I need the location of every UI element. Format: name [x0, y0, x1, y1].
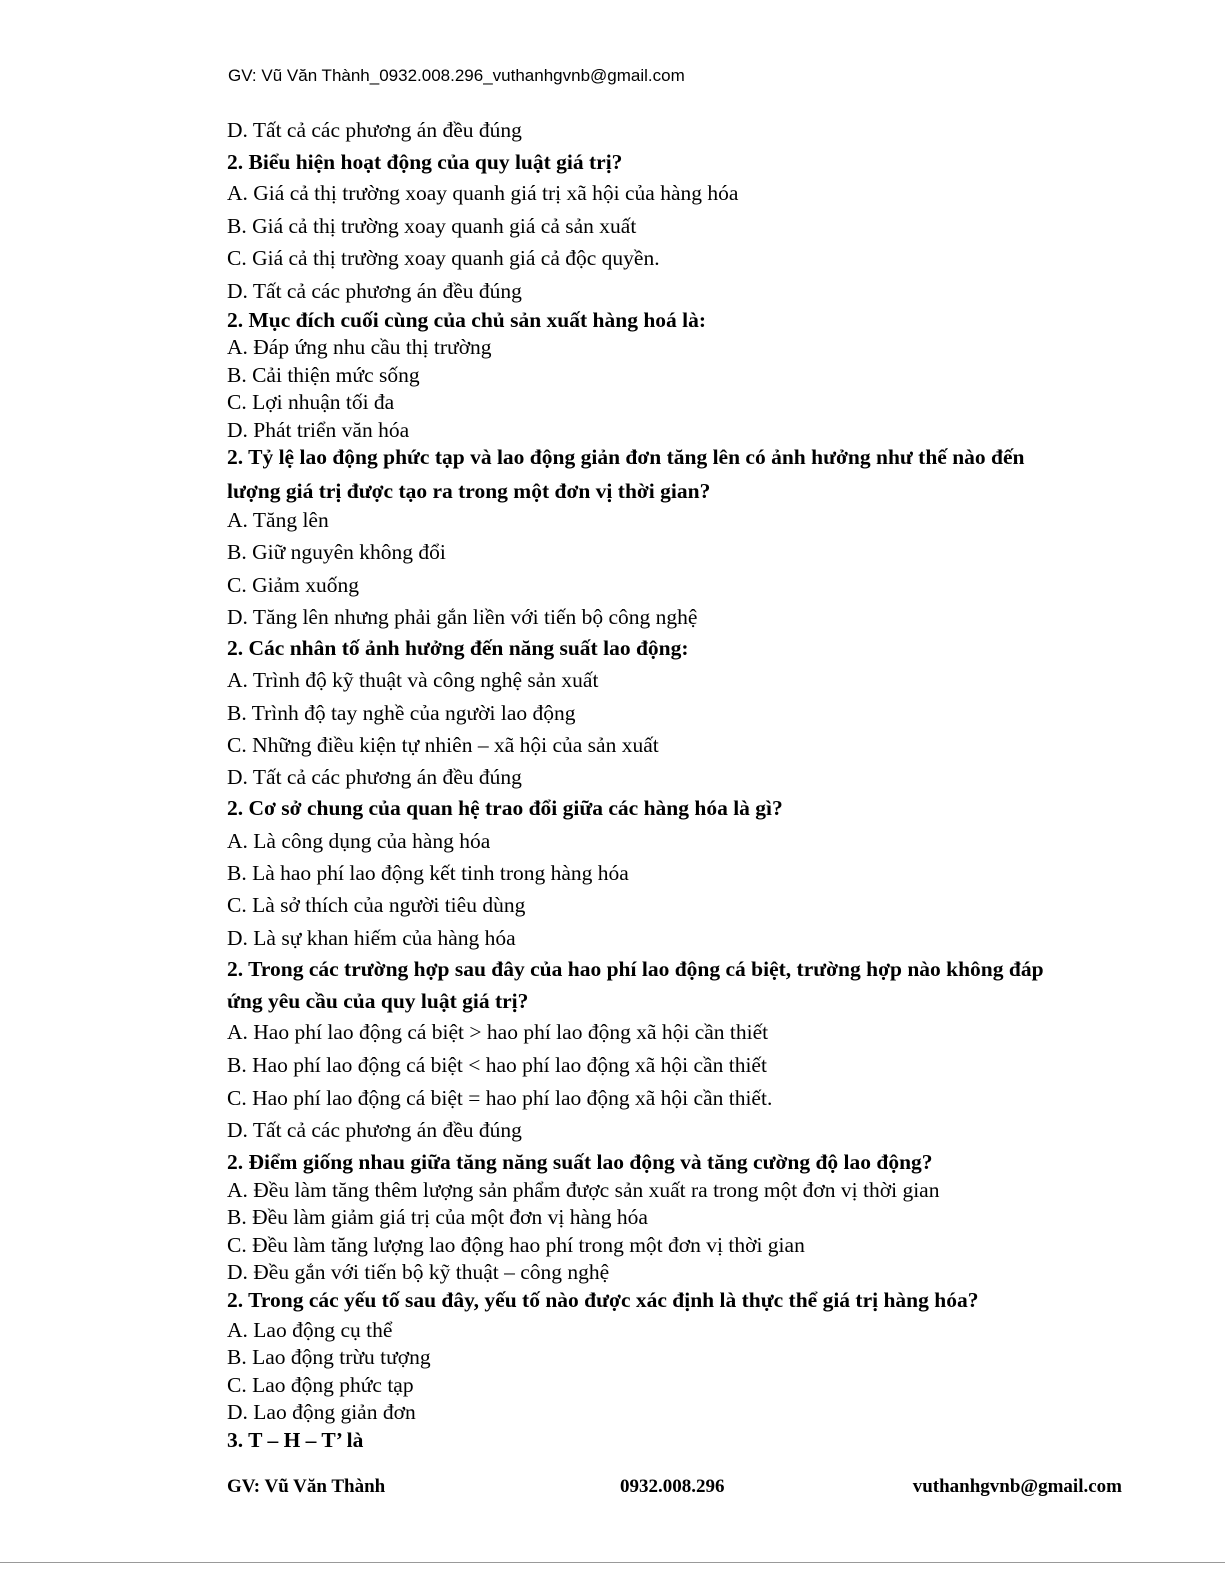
answer-option: C. Đều làm tăng lượng lao động hao phí trong một đơn vị thời gian: [227, 1233, 805, 1257]
answer-option: B. Giá cả thị trường xoay quanh giá cả sản xuất: [227, 214, 637, 238]
answer-option: A. Hao phí lao động cá biệt > hao phí lao động xã hội cần thiết: [227, 1020, 769, 1044]
footer-phone: 0932.008.296: [620, 1476, 725, 1497]
question-heading: 2. Mục đích cuối cùng của chủ sản xuất hàng hoá là:: [227, 308, 707, 332]
question-heading: lượng giá trị được tạo ra trong một đơn vị thời gian?: [227, 479, 711, 503]
answer-option: B. Đều làm giảm giá trị của một đơn vị hàng hóa: [227, 1205, 648, 1229]
answer-option: A. Là công dụng của hàng hóa: [227, 829, 491, 853]
answer-option: C. Là sở thích của người tiêu dùng: [227, 893, 526, 917]
answer-option: D. Tăng lên nhưng phải gắn liền với tiến bộ công nghệ: [227, 605, 698, 629]
answer-option: C. Những điều kiện tự nhiên – xã hội của sản xuất: [227, 733, 659, 757]
answer-option: B. Lao động trừu tượng: [227, 1345, 431, 1369]
answer-option: A. Đều làm tăng thêm lượng sản phẩm được sản xuất ra trong một đơn vị thời gian: [227, 1178, 940, 1202]
answer-option: B. Cải thiện mức sống: [227, 363, 420, 387]
answer-option: A. Giá cả thị trường xoay quanh giá trị xã hội của hàng hóa: [227, 181, 739, 205]
footer-teacher-name: GV: Vũ Văn Thành: [227, 1476, 386, 1497]
question-heading: 2. Trong các trường hợp sau đây của hao phí lao động cá biệt, trường hợp nào không đáp: [227, 957, 1044, 981]
question-heading: 2. Các nhân tố ảnh hưởng đến năng suất lao động:: [227, 636, 689, 660]
answer-option: B. Giữ nguyên không đổi: [227, 540, 446, 564]
answer-option: D. Tất cả các phương án đều đúng: [227, 1118, 522, 1142]
question-heading: 2. Trong các yếu tố sau đây, yếu tố nào được xác định là thực thể giá trị hàng hóa?: [227, 1288, 979, 1312]
answer-option: C. Hao phí lao động cá biệt = hao phí lao động xã hội cần thiết.: [227, 1086, 773, 1110]
answer-option: A. Trình độ kỹ thuật và công nghệ sản xuất: [227, 668, 599, 692]
answer-option: D. Lao động giản đơn: [227, 1400, 416, 1424]
answer-option: D. Là sự khan hiếm của hàng hóa: [227, 926, 516, 950]
answer-option: C. Giảm xuống: [227, 573, 359, 597]
answer-option: B. Hao phí lao động cá biệt < hao phí lao động xã hội cần thiết: [227, 1053, 767, 1077]
answer-option: D. Đều gắn với tiến bộ kỹ thuật – công nghệ: [227, 1260, 610, 1284]
question-heading: ứng yêu cầu của quy luật giá trị?: [227, 989, 529, 1013]
answer-option: B. Là hao phí lao động kết tinh trong hàng hóa: [227, 861, 629, 885]
answer-option: D. Tất cả các phương án đều đúng: [227, 118, 522, 142]
answer-option: D. Tất cả các phương án đều đúng: [227, 765, 522, 789]
page-header: GV: Vũ Văn Thành_0932.008.296_vuthanhgvnb@gmail.com: [228, 66, 685, 85]
question-heading: 2. Cơ sở chung của quan hệ trao đổi giữa các hàng hóa là gì?: [227, 796, 783, 820]
answer-option: C. Lao động phức tạp: [227, 1373, 414, 1397]
answer-option: A. Đáp ứng nhu cầu thị trường: [227, 335, 492, 359]
footer-email: vuthanhgvnb@gmail.com: [912, 1476, 1122, 1497]
answer-option: D. Phát triển văn hóa: [227, 418, 410, 442]
question-heading: 2. Biểu hiện hoạt động của quy luật giá trị?: [227, 150, 623, 174]
answer-option: C. Giá cả thị trường xoay quanh giá cả độc quyền.: [227, 246, 660, 270]
answer-option: A. Lao động cụ thể: [227, 1318, 393, 1342]
answer-option: A. Tăng lên: [227, 508, 329, 532]
answer-option: D. Tất cả các phương án đều đúng: [227, 279, 522, 303]
answer-option: C. Lợi nhuận tối đa: [227, 390, 395, 414]
question-heading: 2. Tỷ lệ lao động phức tạp và lao động giản đơn tăng lên có ảnh hưởng như thế nào đến: [227, 445, 1025, 469]
question-heading: 2. Điểm giống nhau giữa tăng năng suất lao động và tăng cường độ lao động?: [227, 1150, 933, 1174]
page-bottom-rule: [0, 1562, 1225, 1563]
question-heading: 3. T – H – T’ là: [227, 1428, 364, 1452]
answer-option: B. Trình độ tay nghề của người lao động: [227, 701, 576, 725]
